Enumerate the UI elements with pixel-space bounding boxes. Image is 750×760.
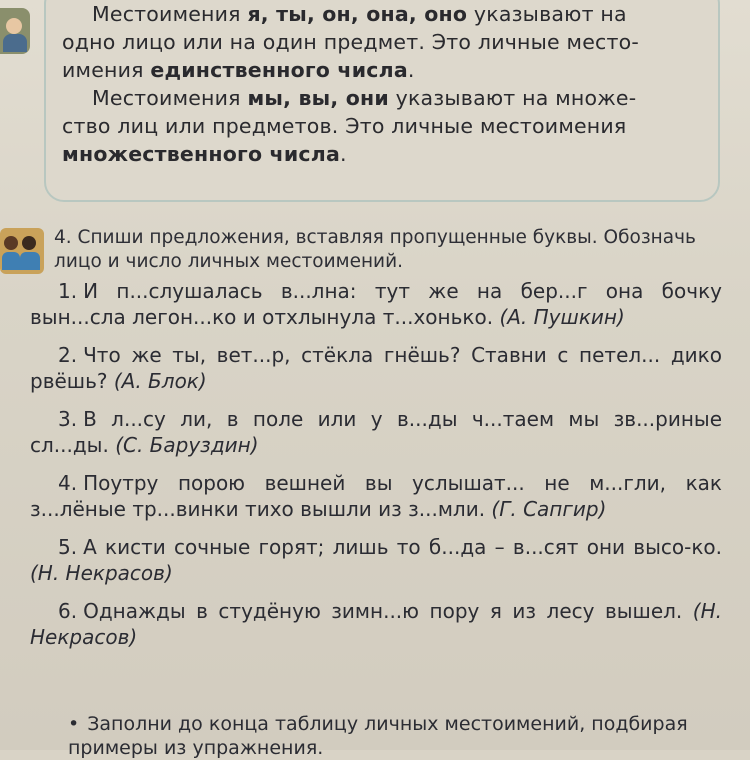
sentence-author: (А. Блок) [113, 369, 207, 393]
rule-line: одно лицо или на один предмет. Это личные место- [62, 30, 639, 54]
rule-text [62, 0, 712, 168]
bullet-line: Заполни до конца таблицу личных местоимений, подбирая [87, 713, 688, 735]
sentence [30, 598, 722, 650]
sentence-number: 6. [58, 599, 78, 623]
task-heading [54, 226, 734, 274]
bullet-line: примеры из упражнения. [68, 737, 324, 759]
sentence-number: 2. [58, 343, 78, 367]
sentence-text: И п...слушалась в...лна: тут же на бер...г она бочку вын...сла легон...ко и отхлынула т...хонько. [30, 279, 722, 329]
rule-line: ство лиц или предметов. Это личные местоимения [62, 114, 627, 138]
sentence-text: Что же ты, вет...р, стёкла гнёшь? Ставни с петел... дико рвёшь? [30, 343, 722, 393]
bullet-task [68, 712, 748, 760]
sentence-author: (А. Пушкин) [499, 305, 625, 329]
sentence-text: Однажды в студёную зимн...ю пору я из лесу вышел. [83, 599, 683, 623]
sentence-number: 5. [58, 535, 78, 559]
rule-line: Местоимения я, ты, он, она, оно указывают на [92, 2, 627, 26]
sentence [30, 342, 722, 394]
sentence-author: (С. Баруздин) [115, 433, 259, 457]
sentence [30, 534, 722, 586]
sentence-text: Поутру порою вешней вы услышат... не м...гли, как з...лёные тр...винки тихо вышли из з...мли. [30, 471, 722, 521]
task-line: лицо и число личных местоимений. [54, 251, 403, 272]
sentence-author: (Г. Сапгир) [491, 497, 607, 521]
sentence-number: 4. [58, 471, 78, 495]
task-line: 4. Спиши предложения, вставляя пропущенные буквы. Обозначь [54, 227, 696, 248]
teacher-icon [0, 8, 30, 54]
sentence-number: 3. [58, 407, 78, 431]
sentence-list [30, 278, 722, 662]
bullet-dot: • [68, 713, 80, 735]
rule-line: множественного числа. [62, 142, 347, 166]
sentence-text: А кисти сочные горят; лишь то б...да – в...сят они высо-ко. [83, 535, 722, 559]
sentence-author: (Н. Некрасов) [30, 561, 173, 585]
rule-line: Местоимения мы, вы, они указывают на множе- [92, 86, 637, 110]
sentence-text: В л...су ли, в поле или у в...ды ч...таем мы зв...риные сл...ды. [30, 407, 722, 457]
sentence [30, 470, 722, 522]
children-icon [0, 228, 44, 274]
sentence-author: (Н. Некрасов) [30, 599, 722, 649]
rule-line: имения единственного числа. [62, 58, 415, 82]
sentence [30, 406, 722, 458]
sentence-number: 1. [58, 279, 78, 303]
sentence [30, 278, 722, 330]
